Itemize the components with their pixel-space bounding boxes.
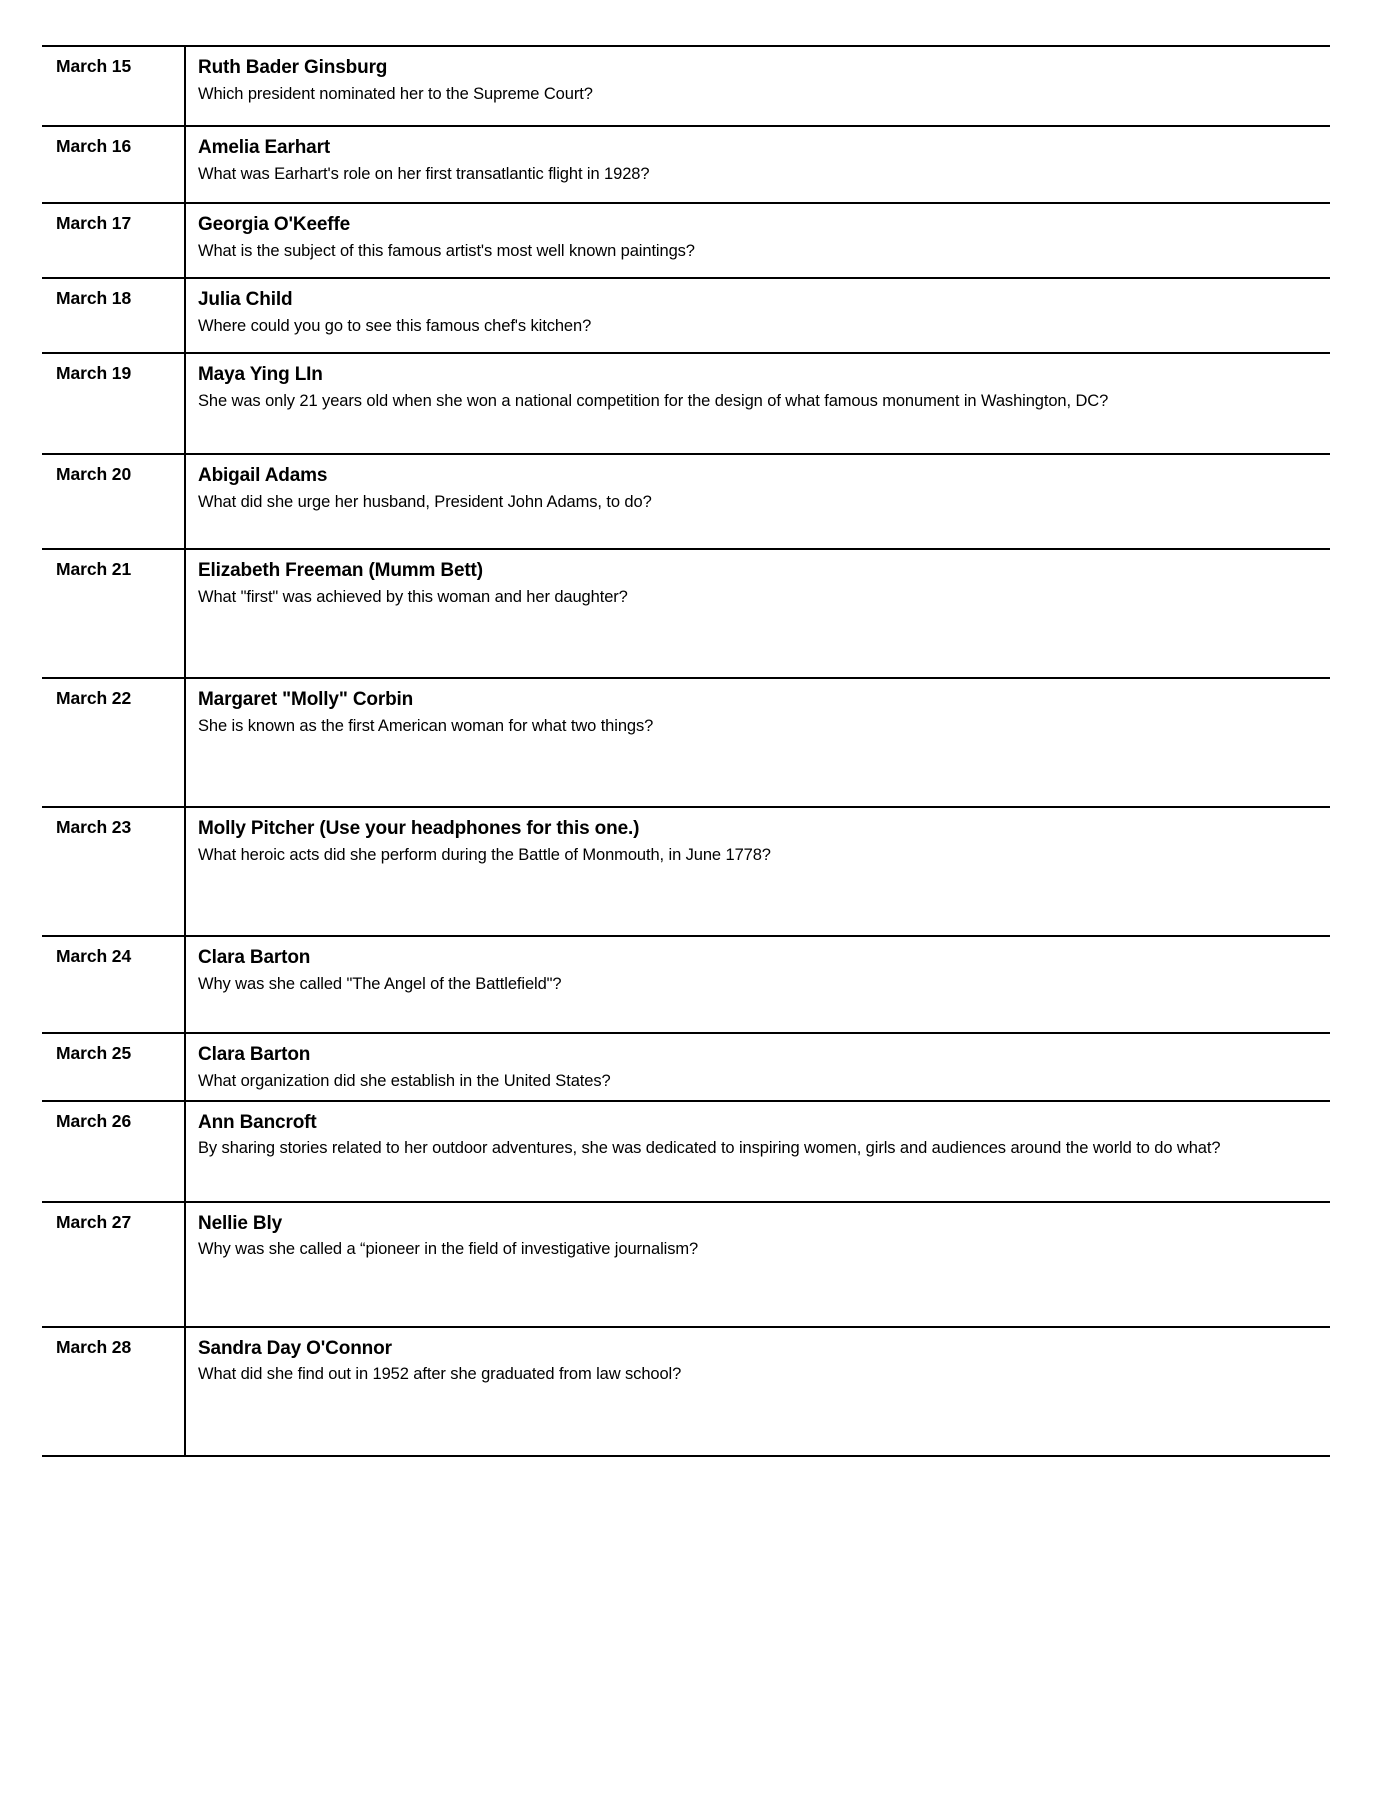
date-label: March 15: [56, 56, 132, 76]
table-row: [42, 807, 1330, 936]
entry-question-text: Where could you go to see this famous chef's kitchen?: [198, 316, 592, 335]
date-cell: [42, 353, 185, 454]
entry-question-text: She is known as the first American woman for what two things?: [198, 716, 654, 735]
date-label: March 23: [56, 817, 132, 837]
table-row: [42, 46, 1330, 126]
entry-person-name: Ann Bancroft: [198, 1111, 317, 1133]
entry-cell: [185, 549, 1330, 678]
date-label: March 28: [56, 1336, 132, 1357]
date-label: March 22: [56, 688, 132, 708]
table-row: [42, 353, 1330, 454]
date-label: March 18: [56, 288, 132, 308]
entry-person-name: Margaret "Molly" Corbin: [198, 689, 414, 710]
date-cell: [42, 549, 185, 678]
date-label: March 21: [56, 559, 132, 579]
date-cell: [42, 936, 185, 1033]
entry-cell: [185, 454, 1330, 549]
entry-question-text: Why was she called "The Angel of the Battlefield"?: [198, 974, 562, 993]
table-row: [42, 1101, 1330, 1202]
date-cell: [42, 126, 185, 203]
entry-cell: [185, 1327, 1330, 1456]
entry-cell: [185, 678, 1330, 807]
table-row: [42, 1202, 1330, 1327]
entry-person-name: Maya Ying LIn: [198, 364, 323, 385]
date-cell: [42, 454, 185, 549]
entry-cell: [185, 936, 1330, 1033]
entry-cell: [185, 46, 1330, 126]
date-label: March 17: [56, 213, 132, 233]
date-label: March 16: [56, 136, 132, 156]
entry-person-name: Clara Barton: [198, 1044, 311, 1065]
entry-person-name: Elizabeth Freeman (Mumm Bett): [198, 560, 483, 581]
entry-question-text: What did she find out in 1952 after she graduated from law school?: [198, 1365, 682, 1384]
entry-cell: [185, 278, 1330, 353]
entry-cell: [185, 807, 1330, 936]
entry-person-name: Nellie Bly: [198, 1212, 283, 1234]
date-label: March 24: [56, 946, 132, 966]
entry-question-text: What "first" was achieved by this woman and her daughter?: [198, 587, 628, 606]
table-row: [42, 936, 1330, 1033]
entry-question-text: What organization did she establish in the United States?: [198, 1071, 611, 1090]
table-row: [42, 203, 1330, 278]
entry-person-name: Julia Child: [198, 289, 293, 310]
date-label: March 26: [56, 1110, 132, 1131]
entry-cell: [185, 353, 1330, 454]
entry-question-text: What heroic acts did she perform during the Battle of Monmouth, in June 1778?: [198, 845, 771, 864]
entry-cell: [185, 1101, 1330, 1202]
date-label: March 25: [56, 1043, 132, 1063]
date-cell: [42, 678, 185, 807]
date-label: March 19: [56, 363, 132, 383]
entry-question-text: Why was she called a “pioneer in the field of investigative journalism?: [198, 1240, 699, 1259]
table-row: [42, 549, 1330, 678]
table-body: [42, 46, 1330, 1456]
entry-question-text: What is the subject of this famous artist's most well known paintings?: [198, 241, 695, 260]
table-row: [42, 1327, 1330, 1456]
table-row: [42, 278, 1330, 353]
date-cell: [42, 203, 185, 278]
entry-question-text: What did she urge her husband, President John Adams, to do?: [198, 492, 652, 511]
table-row: [42, 1033, 1330, 1101]
entry-cell: [185, 203, 1330, 278]
date-cell: [42, 807, 185, 936]
date-cell: [42, 1033, 185, 1101]
table-row: [42, 454, 1330, 549]
entry-cell: [185, 1033, 1330, 1101]
entry-person-name: Clara Barton: [198, 947, 311, 968]
entry-person-name: Sandra Day O'Connor: [198, 1337, 392, 1359]
entry-person-name: Abigail Adams: [198, 465, 328, 486]
calendar-question-table: [42, 45, 1330, 1457]
date-cell: [42, 278, 185, 353]
date-cell: [42, 1327, 185, 1456]
date-cell: [42, 46, 185, 126]
entry-question-text: She was only 21 years old when she won a national competition for the design of what famous monument in Washington, DC?: [198, 391, 1109, 410]
date-label: March 27: [56, 1211, 132, 1232]
entry-person-name: Amelia Earhart: [198, 137, 331, 158]
entry-question-text: What was Earhart's role on her first transatlantic flight in 1928?: [198, 164, 650, 183]
date-cell: [42, 1101, 185, 1202]
date-label: March 20: [56, 464, 132, 484]
table-row: [42, 126, 1330, 203]
entry-question-text: By sharing stories related to her outdoor adventures, she was dedicated to inspiring women, girls and audiences around the world to do what?: [198, 1139, 1221, 1158]
entry-person-name: Georgia O'Keeffe: [198, 214, 351, 235]
entry-cell: [185, 1202, 1330, 1327]
entry-person-name: Molly Pitcher (Use your headphones for this one.): [198, 818, 640, 839]
entry-cell: [185, 126, 1330, 203]
entry-person-name: Ruth Bader Ginsburg: [198, 57, 388, 78]
date-cell: [42, 1202, 185, 1327]
table-row: [42, 678, 1330, 807]
entry-question-text: Which president nominated her to the Supreme Court?: [198, 84, 593, 103]
